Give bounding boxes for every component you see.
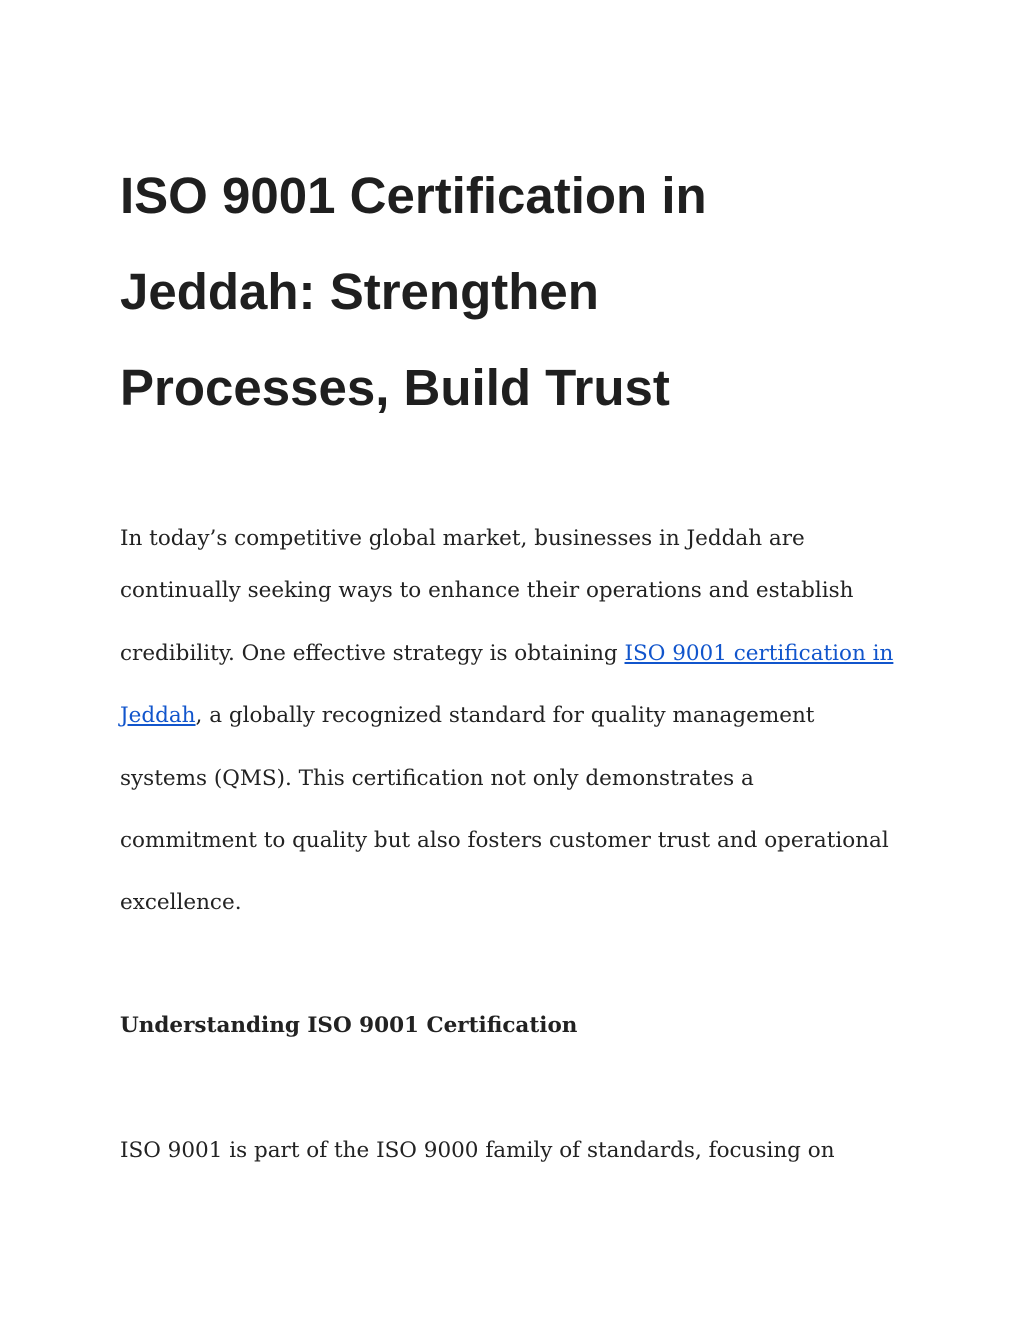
intro-line-1: In today’s competitive global market, businesses in Jeddah are	[120, 526, 805, 551]
iso-certification-link[interactable]: ISO 9001 certification in	[624, 641, 894, 666]
intro-line-7: excellence.	[120, 890, 242, 915]
intro-line-4	[120, 703, 814, 728]
intro-line-5: systems (QMS). This certification not only demonstrates a	[120, 766, 754, 791]
title-line-2: Jeddah: Strengthen	[120, 263, 599, 320]
iso-certification-link-continued[interactable]: Jeddah	[120, 703, 196, 728]
section-paragraph: ISO 9001 is part of the ISO 9000 family of standards, focusing on	[120, 1138, 835, 1163]
page-title	[120, 148, 920, 436]
section-heading: Understanding ISO 9001 Certification	[120, 1013, 578, 1038]
title-line-3: Processes, Build Trust	[120, 359, 670, 416]
intro-line-3	[120, 641, 893, 666]
intro-line-2: continually seeking ways to enhance their operations and establish	[120, 578, 854, 603]
intro-line-3-text: credibility. One effective strategy is obtaining	[120, 641, 625, 666]
intro-line-6: commitment to quality but also fosters customer trust and operational	[120, 828, 889, 853]
title-line-1: ISO 9001 Certification in	[120, 167, 707, 224]
intro-line-4-text: , a globally recognized standard for quality management	[195, 703, 815, 728]
